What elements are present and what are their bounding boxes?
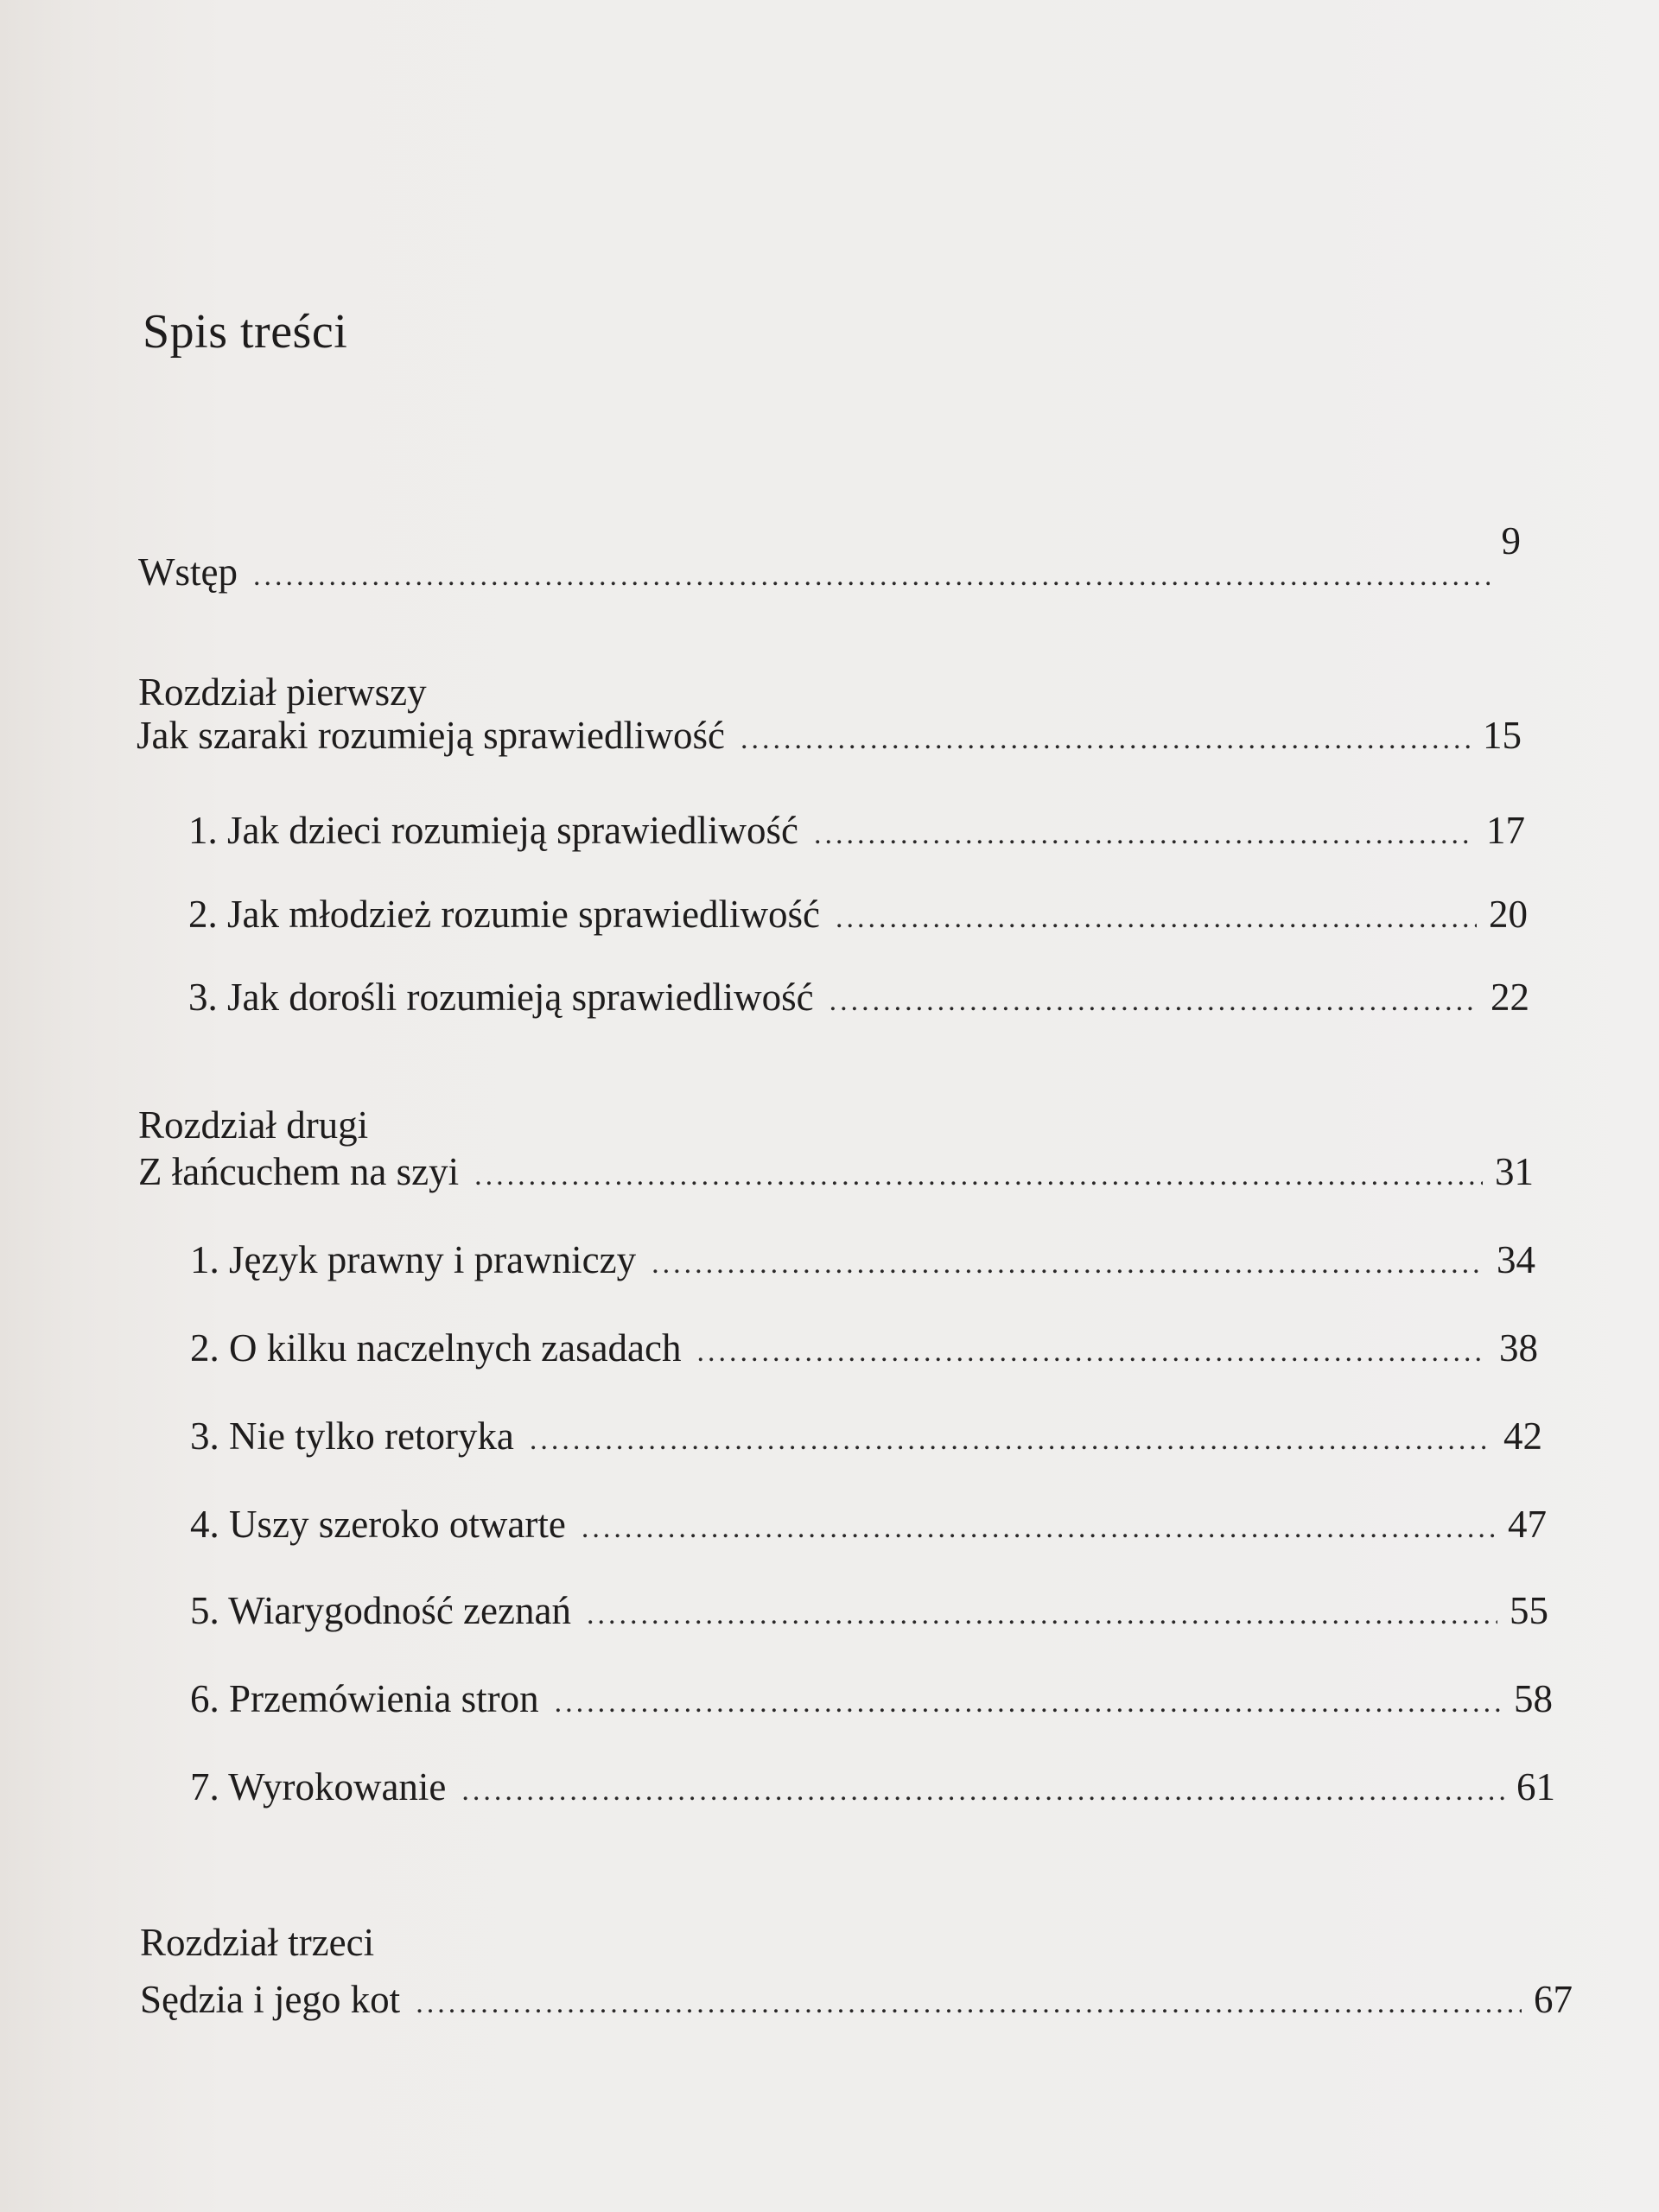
leader-dots [253, 560, 1490, 593]
toc-entry-section[interactable] [190, 1764, 1555, 1809]
toc-page-number: 55 [1510, 1589, 1548, 1632]
toc-entry-chapter[interactable] [140, 1977, 1573, 2022]
chapter-label: Rozdział pierwszy [138, 671, 427, 714]
toc-entry-section[interactable] [188, 808, 1525, 853]
toc-page-number: 67 [1534, 1978, 1573, 2021]
leader-dots [474, 1160, 1483, 1192]
chapter-label: Rozdział drugi [138, 1103, 369, 1147]
leader-dots [830, 985, 1478, 1018]
show-through-text [1123, 112, 1521, 147]
toc-page-number: 17 [1486, 809, 1525, 852]
toc-entry-section[interactable] [190, 1502, 1547, 1547]
leader-dots [530, 1424, 1491, 1457]
chapter-title: Z łańcuchem na szyi [138, 1150, 460, 1193]
section-title: 1. Jak dzieci rozumieją sprawiedliwość [188, 809, 799, 852]
section-title: 5. Wiarygodność zeznań [190, 1589, 571, 1632]
toc-entry-section[interactable] [190, 1676, 1553, 1721]
toc-page-number: 58 [1514, 1677, 1553, 1720]
leader-dots [461, 1775, 1504, 1808]
section-title: 2. Jak młodzież rozumie sprawiedliwość [188, 893, 821, 936]
toc-page-number: 42 [1503, 1414, 1542, 1458]
toc-entry-section[interactable] [190, 1237, 1535, 1282]
chapter-label: Rozdział trzeci [140, 1921, 375, 1964]
section-title: 4. Uszy szeroko otwarte [190, 1503, 566, 1546]
toc-page-number: 61 [1516, 1765, 1555, 1808]
toc-page-number: 20 [1489, 893, 1528, 936]
toc-entry-chapter[interactable] [138, 1149, 1534, 1194]
chapter-title: Jak szaraki rozumieją sprawiedliwość [137, 714, 725, 757]
leader-dots [582, 1512, 1496, 1545]
leader-dots [836, 902, 1477, 935]
leader-dots [587, 1599, 1497, 1631]
leader-dots [814, 818, 1474, 851]
toc-page-number: 38 [1499, 1326, 1538, 1370]
leader-dots [697, 1336, 1488, 1369]
toc-entry-chapter[interactable] [137, 713, 1522, 758]
toc-heading: Spis treści [143, 305, 348, 359]
leader-dots [416, 1987, 1522, 2020]
toc-page-number: 9 [1501, 519, 1521, 563]
toc-entry-section[interactable] [190, 1588, 1548, 1633]
toc-entry-intro[interactable] [138, 519, 1521, 594]
show-through-text [1063, 35, 1547, 69]
leader-dots [555, 1687, 1502, 1719]
toc-entry-section[interactable] [190, 1414, 1542, 1459]
section-title: 2. O kilku naczelnych zasadach [190, 1326, 682, 1370]
toc-entry-section[interactable] [188, 892, 1528, 937]
section-title: 3. Jak dorośli rozumieją sprawiedliwość [188, 976, 814, 1019]
section-title: 7. Wyrokowanie [190, 1765, 447, 1808]
section-title: 3. Nie tylko retoryka [190, 1414, 514, 1458]
toc-entry-section[interactable] [190, 1325, 1538, 1370]
toc-entry-label: Wstęp [138, 550, 238, 594]
toc-page-number: 34 [1497, 1238, 1535, 1281]
chapter-title: Sędzia i jego kot [140, 1978, 401, 2021]
section-title: 1. Język prawny i prawniczy [190, 1238, 637, 1281]
toc-page-number: 31 [1495, 1150, 1534, 1193]
toc-page-number: 15 [1483, 714, 1522, 757]
leader-dots [652, 1248, 1484, 1281]
toc-page-number: 47 [1508, 1503, 1547, 1546]
leader-dots [741, 723, 1471, 756]
section-title: 6. Przemówienia stron [190, 1677, 539, 1720]
toc-entry-section[interactable] [188, 975, 1529, 1020]
toc-page-number: 22 [1491, 976, 1529, 1019]
